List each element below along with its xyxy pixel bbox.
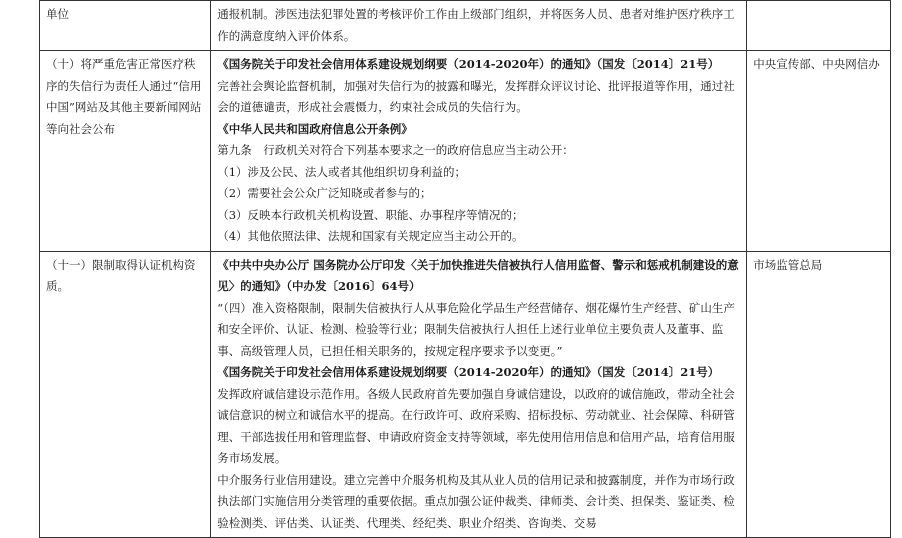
basis-cell [211,251,747,538]
basis-paragraph: “（四）准入资格限制，限制失信被执行人从事危险化学品生产经营储存、烟花爆竹生产经营、矿山生产和安全评价、认证、检测、检验等行业；限制失信被执行人担任上述行业单位主要负责人及董事、监事、高级管理人员，已担任相关职务的，按规定程序要求予以变更。” [217,300,735,358]
basis-cell [211,51,747,252]
basis-list-item: （4）其他依照法律、法规和国家有关规定应当主动公开的。 [217,229,524,243]
basis-heading: 《国务院关于印发社会信用体系建设规划纲要（2014-2020年）的通知》（国发〔2014〕21号） [217,57,720,71]
measure-cell: （十）将严重危害正常医疗秩序的失信行为责任人通过“信用中国”网站及其他主要新闻网站等向社会公布 [40,51,211,252]
basis-paragraph: 中介服务行业信用建设。建立完善中介服务机构及其从业人员的信用记录和披露制度，并作为市场行政执法部门实施信用分类管理的重要依据。重点加强公证仲裁类、律师类、会计类、担保类、鉴证类、检验检测类、评估类、认证类、代理类、经纪类、职业介绍类、咨询类、交易 [217,472,735,530]
measure-cell: 单位 [40,1,211,51]
basis-list-item: （3）反映本行政机关机构设置、职能、办事程序等情况的； [217,207,524,222]
basis-heading: 《中共中央办公厅 国务院办公厅印发〈关于加快推进失信被执行人信用监督、警示和惩戒机制建设的意见〉的通知》（中办发〔2016〕64号） [217,257,739,293]
basis-paragraph: 第九条 行政机关对符合下列基本要求之一的政府信息应当主动公开： [217,143,574,157]
measure-cell: （十一）限制取得认证机构资质。 [40,251,211,538]
basis-cell [211,1,747,51]
department-cell [747,1,891,51]
table-row [40,1,891,51]
department-cell: 市场监管总局 [747,251,891,538]
department-cell: 中央宣传部、中央网信办 [747,51,891,252]
measures-table [39,0,891,538]
basis-heading: 《国务院关于印发社会信用体系建设规划纲要（2014-2020年）的通知》（国发〔2014〕21号） [217,365,720,379]
basis-list-item: （1）涉及公民、法人或者其他组织切身利益的； [217,164,467,179]
basis-heading: 《中华人民共和国政府信息公开条例》 [217,121,413,136]
basis-list-item: （2）需要社会公众广泛知晓或者参与的； [217,186,432,200]
basis-paragraph: 通报机制。涉医违法犯罪处置的考核评价工作由上级部门组织，并将医务人员、患者对维护医疗秩序工作的满意度纳入评价体系。 [217,7,735,43]
basis-paragraph: 完善社会舆论监督机制，加强对失信行为的披露和曝光，发挥群众评议讨论、批评报道等作用，通过社会的道德谴责，形成社会震慑力，约束社会成员的失信行为。 [217,78,735,114]
table-row [40,51,891,252]
table-row [40,251,891,538]
basis-paragraph: 发挥政府诚信建设示范作用。各级人民政府首先要加强自身诚信建设，以政府的诚信施政，带动全社会诚信意识的树立和诚信水平的提高。在行政许可、政府采购、招标投标、劳动就业、社会保障、科研管理、干部选拔任用和管理监督、申请政府资金支持等领域，率先使用信用信息和信用产品，培育信用服务市场发展。 [217,386,735,465]
